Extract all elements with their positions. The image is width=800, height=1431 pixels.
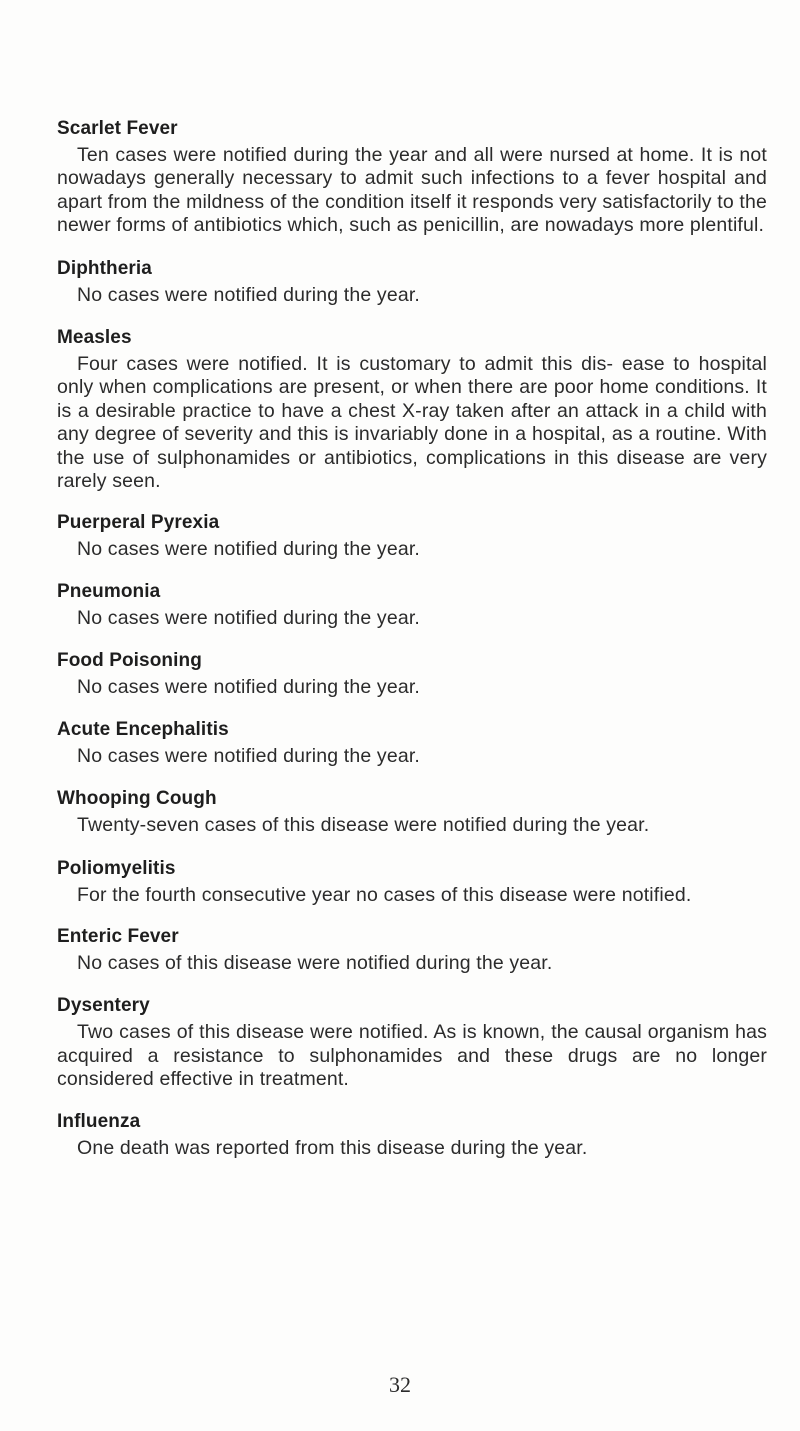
section-heading: Pneumonia bbox=[57, 580, 161, 602]
section-pneumonia bbox=[57, 579, 767, 630]
section-heading: Food Poisoning bbox=[57, 650, 202, 672]
section-diphtheria bbox=[57, 256, 767, 307]
section-heading: Diphtheria bbox=[57, 257, 152, 279]
section-acute-encephalitis bbox=[57, 717, 767, 768]
section-text: No cases were notified during the year. bbox=[77, 283, 420, 306]
section-puerperal-pyrexia bbox=[57, 510, 767, 561]
section-heading: Acute Encephalitis bbox=[57, 718, 229, 740]
section-whooping-cough bbox=[57, 786, 767, 837]
section-text: No cases of this disease were notified during the year. bbox=[77, 951, 553, 974]
section-heading: Scarlet Fever bbox=[57, 118, 178, 139]
section-text: Ten cases were notified during the year and all were nursed at home. It is not nowadays generally necessary to admit such infections to a fever hospital and apart from the mildness of the condition itself it responds very satisfactorily to the newer forms of antibiotics which, such as penicillin, are nowadays more plentiful. bbox=[57, 144, 767, 237]
section-heading: Influenza bbox=[57, 1110, 141, 1132]
section-text: No cases were notified during the year. bbox=[77, 538, 420, 561]
page-number: 32 bbox=[389, 1372, 411, 1397]
section-heading: Dysentery bbox=[57, 995, 150, 1017]
section-measles bbox=[57, 325, 767, 493]
section-text: Two cases of this disease were notified. As is known, the causal organism has acquired a resistance to sulphonamides and these drugs are no longer considered effective in treatment. bbox=[57, 1021, 767, 1091]
section-text: Four cases were notified. It is customary to admit this dis- ease to hospital only when complications are present, or when there are poor home conditions. It is a desirable practice to have a chest X-ray taken after an attack in a child with any degree of severity and this is invariably done in a hospital, as a routine. With the use of sulphonamides or antibiotics, complications in this disease are very rarely seen. bbox=[57, 353, 767, 493]
section-heading: Puerperal Pyrexia bbox=[57, 512, 220, 534]
section-text: No cases were notified during the year. bbox=[77, 676, 420, 699]
section-heading: Enteric Fever bbox=[57, 925, 179, 947]
document-page bbox=[57, 116, 767, 1160]
section-poliomyelitis bbox=[57, 856, 767, 907]
section-text: One death was reported from this disease during the year. bbox=[77, 1136, 588, 1159]
section-dysentery bbox=[57, 993, 767, 1091]
section-heading: Measles bbox=[57, 327, 132, 349]
section-influenza bbox=[57, 1109, 767, 1160]
section-heading: Poliomyelitis bbox=[57, 857, 176, 879]
section-text: For the fourth consecutive year no cases of this disease were notified. bbox=[77, 883, 692, 906]
section-text: Twenty-seven cases of this disease were notified during the year. bbox=[77, 814, 650, 837]
section-food-poisoning bbox=[57, 648, 767, 699]
section-text: No cases were notified during the year. bbox=[77, 744, 420, 767]
section-enteric-fever bbox=[57, 924, 767, 975]
section-scarlet-fever bbox=[57, 116, 767, 238]
section-heading: Whooping Cough bbox=[57, 788, 217, 810]
section-text: No cases were notified during the year. bbox=[77, 606, 420, 629]
